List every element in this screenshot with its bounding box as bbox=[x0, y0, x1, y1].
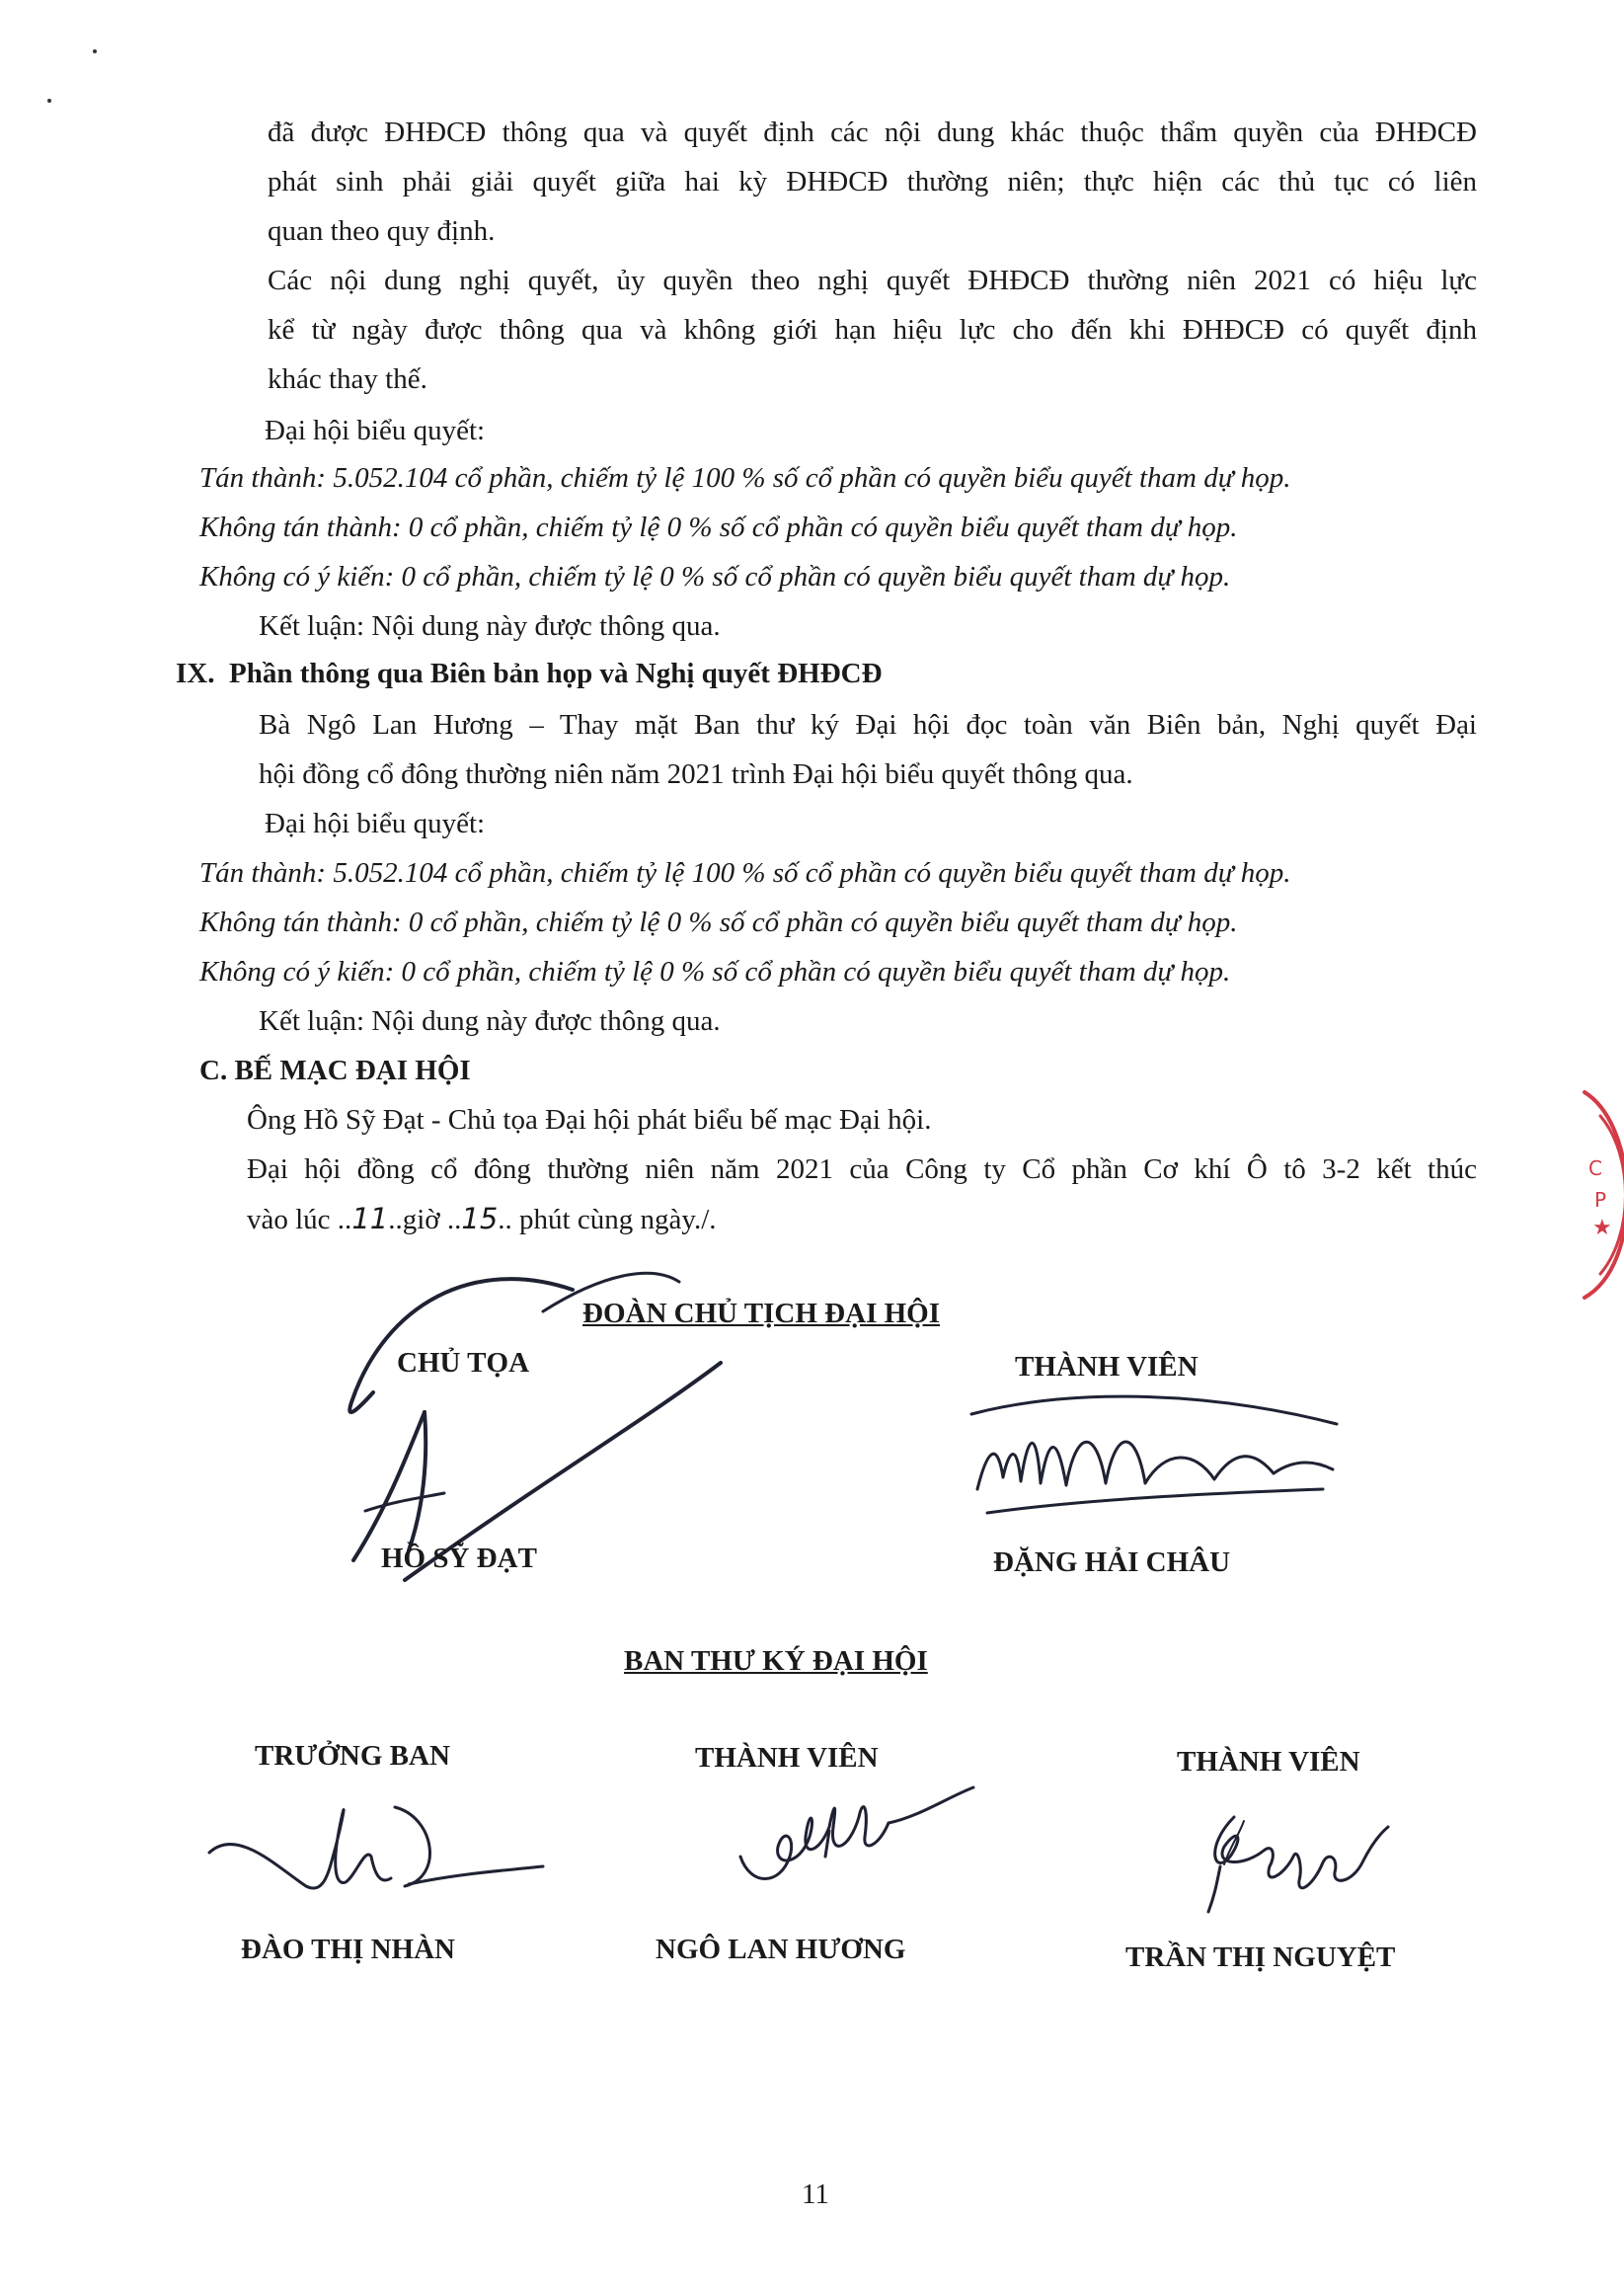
presidium-member-signature bbox=[958, 1390, 1353, 1529]
svg-text:★: ★ bbox=[1592, 1216, 1612, 1240]
vote-no-opinion: Không có ý kiến: 0 cổ phần, chiếm tỷ lệ 0 % số cổ phần có quyền biểu quyết tham dự họp. bbox=[199, 956, 1231, 988]
closing-mid: ..giờ .. bbox=[388, 1204, 462, 1235]
vote-disapprove: Không tán thành: 0 cổ phần, chiếm tỷ lệ 0 % số cổ phần có quyền biểu quyết tham dự họp. bbox=[199, 512, 1238, 543]
presidium-member-name: ĐẶNG HẢI CHÂU bbox=[993, 1546, 1231, 1578]
secretariat-role: THÀNH VIÊN bbox=[695, 1742, 879, 1774]
secretariat-role: THÀNH VIÊN bbox=[1177, 1746, 1360, 1778]
vote-approve: Tán thành: 5.052.104 cổ phần, chiếm tỷ lệ 100 % số cổ phần có quyền biểu quyết tham dự họp. bbox=[199, 462, 1291, 494]
closing-prefix: vào lúc .. bbox=[247, 1204, 352, 1235]
chair-role: CHỦ TỌA bbox=[397, 1347, 530, 1379]
vote-intro: Đại hội biểu quyết: bbox=[265, 808, 486, 839]
presidium-title: ĐOÀN CHỦ TỊCH ĐẠI HỘI bbox=[582, 1298, 941, 1329]
body-line: khác thay thế. bbox=[268, 363, 427, 395]
secretariat-title: BAN THƯ KÝ ĐẠI HỘI bbox=[624, 1645, 928, 1677]
svg-text:C: C bbox=[1588, 1156, 1602, 1180]
body-line: kể từ ngày được thông qua và không giới hạn hiệu lực cho đến khi ĐHĐCĐ có quyết định bbox=[268, 314, 1477, 346]
body-line: phát sinh phải giải quyết giữa hai kỳ ĐHĐCĐ thường niên; thực hiện các thủ tục có liên bbox=[268, 166, 1477, 198]
body-line: đã được ĐHĐCĐ thông qua và quyết định các nội dung khác thuộc thẩm quyền của ĐHĐCĐ bbox=[268, 117, 1477, 148]
vote-no-opinion: Không có ý kiến: 0 cổ phần, chiếm tỷ lệ 0 % số cổ phần có quyền biểu quyết tham dự họp. bbox=[199, 561, 1231, 593]
member-signature-nguyet bbox=[1195, 1807, 1412, 1916]
svg-text:P: P bbox=[1594, 1188, 1607, 1212]
secretariat-role: TRƯỞNG BAN bbox=[255, 1740, 450, 1772]
vote-conclusion: Kết luận: Nội dung này được thông qua. bbox=[259, 1005, 721, 1037]
member-signature-huong bbox=[731, 1778, 987, 1896]
body-line: Ông Hồ Sỹ Đạt - Chủ tọa Đại hội phát biểu bế mạc Đại hội. bbox=[247, 1104, 932, 1136]
page-number: 11 bbox=[802, 2178, 829, 2210]
closing-suffix: .. phút cùng ngày./. bbox=[498, 1204, 717, 1235]
body-line: quan theo quy định. bbox=[268, 215, 496, 247]
body-line: Các nội dung nghị quyết, ủy quyền theo nghị quyết ĐHĐCĐ thường niên 2021 có hiệu lực bbox=[268, 265, 1477, 296]
scan-speck bbox=[93, 49, 97, 53]
closing-time-line bbox=[247, 1201, 717, 1237]
vote-disapprove: Không tán thành: 0 cổ phần, chiếm tỷ lệ 0 % số cổ phần có quyền biểu quyết tham dự họp. bbox=[199, 907, 1238, 938]
company-stamp bbox=[1545, 1086, 1624, 1304]
secretariat-name: NGÔ LAN HƯƠNG bbox=[656, 1934, 906, 1965]
secretariat-name: ĐÀO THỊ NHÀN bbox=[241, 1934, 455, 1965]
scan-speck bbox=[47, 99, 51, 103]
chair-name: HỒ SỸ ĐẠT bbox=[381, 1543, 537, 1574]
vote-approve: Tán thành: 5.052.104 cổ phần, chiếm tỷ lệ 100 % số cổ phần có quyền biểu quyết tham dự họp. bbox=[199, 857, 1291, 889]
section-heading: IX. Phần thông qua Biên bản họp và Nghị quyết ĐHĐCĐ bbox=[176, 658, 883, 689]
secretariat-name: TRẦN THỊ NGUYỆT bbox=[1125, 1941, 1396, 1973]
vote-intro: Đại hội biểu quyết: bbox=[265, 415, 486, 446]
section-heading: C. BẾ MẠC ĐẠI HỘI bbox=[199, 1055, 471, 1086]
closing-minute: 15 bbox=[461, 1202, 499, 1235]
head-secretary-signature bbox=[197, 1787, 553, 1906]
body-line: Bà Ngô Lan Hương – Thay mặt Ban thư ký Đại hội đọc toàn văn Biên bản, Nghị quyết Đại bbox=[259, 709, 1477, 741]
closing-hour: 11 bbox=[351, 1202, 389, 1235]
body-line: Đại hội đồng cổ đông thường niên năm 2021 của Công ty Cổ phần Cơ khí Ô tô 3-2 kết thúc bbox=[247, 1153, 1477, 1185]
presidium-member-role: THÀNH VIÊN bbox=[1015, 1351, 1199, 1383]
vote-conclusion: Kết luận: Nội dung này được thông qua. bbox=[259, 610, 721, 642]
body-line: hội đồng cổ đông thường niên năm 2021 trình Đại hội biểu quyết thông qua. bbox=[259, 758, 1133, 790]
